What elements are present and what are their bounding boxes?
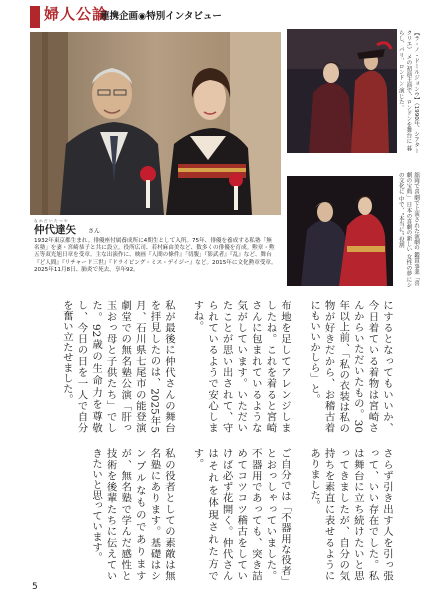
body-column-upper-middle: 布地を足してアレンジしましたね。これを着ると宮崎さんに包まれているような気がしています。いただいたことが思い出されて、守られているようで安心しますね。: [191, 300, 291, 433]
header-accent-bar: [30, 6, 40, 28]
magazine-title: 婦人公論: [44, 5, 109, 23]
profile-honorific: さん: [88, 228, 101, 235]
profile-name: 仲代達矢: [34, 224, 76, 236]
body-column-upper-right: にするとなってもいいか、今日着ている着物は宮崎さんからいただいたもの。30年以上前、「私の衣装は私の物が好きだから、お稽古着にもいいかしら」と。: [308, 300, 393, 433]
stage-photo-2: [287, 176, 393, 286]
stage-photo-1: [287, 29, 397, 153]
body-column-lower-middle: ご自分では「不器用な役者」とおっしゃっていました。不器用であっても、突き詰めてコツコツ稽古をしていけば必ず花開く。仲代さんはそれを体現された方です。: [191, 448, 291, 581]
body-column-lower-right: さらず引き出す人を引っ張って、いい存在でした。私は舞台に立ち続けたいと思ってきましたが、自分の気持ちを素直に表せるようにありました。: [308, 448, 393, 581]
main-photo: [30, 32, 281, 215]
stage-photo-1-caption: 【ラ・ノ・ドールジョンウ】（1990年、シアタークリエ） メの初演主演で、ロンドンを舞台に 暮らし、パリ、ロンドン 演じた。: [397, 30, 419, 154]
stage-photo-1-illustration: [287, 29, 397, 153]
main-photo-illustration: [30, 32, 281, 215]
profile-text: 1932年東京都生まれ。俳優座付属養成所に4期生として入所。75年、俳優を養成する私塾「無名塾」を妻・宮崎恭子と共に設立。役所広司、若村麻由美など、数多くの俳優を育成。勲章・勲五等双光旭日章を受章。主な出演作に、映画『人間の條件』「切腹」『影武者』『乱』など、舞台『ど人間』『リチャード三世』『ドライビング・ミス・デイジー』など。2015年に文化勲章受章。2025年11月8日、肺炎で死去。享年92。: [34, 238, 277, 273]
article-subtitle: 連携企画◉特別インタビュー: [100, 11, 222, 22]
page-number: 5: [32, 582, 38, 592]
stage-photo-2-illustration: [287, 176, 393, 286]
stage-photo-2-caption: 舘岡で喜劇で上演された演劇の 鑑賞事業「喜劇の宝典」 日本の喜劇の新しい 女性の夢にシの文化に 中で、"本当に" 役割: [397, 172, 419, 288]
body-column-lower-left: 私の役者としての素敵は無名塾にあります。基礎はシンプルなものでありますが、無名塾で学んだ感性と技術を後輩たちに伝えていきたいと思っています。: [90, 448, 175, 581]
profile-name-ruby: なかだいたつや: [34, 219, 69, 223]
body-column-upper-left: 私が最後に仲代さんの舞台を拝見したのは、2025年5月、石川県七尾市の能登演劇堂での無名塾公演「肝っ玉おっ母と子供たち」でした。92歳の生命力を尊敬し、今日の日を一人で自分を奮い立たせました。: [60, 300, 175, 433]
